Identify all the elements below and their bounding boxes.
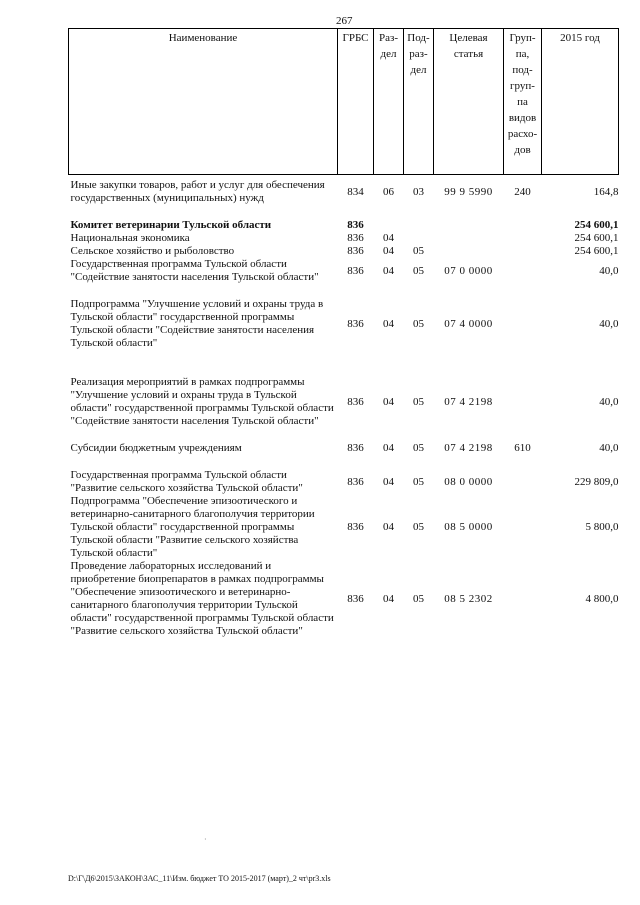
row-podrazdel <box>404 232 434 245</box>
row-razdel: 04 <box>383 592 394 605</box>
row-gruppa <box>504 245 542 258</box>
row-gruppa <box>504 258 542 284</box>
row-sum: 40,0 <box>599 442 619 454</box>
row-gruppa <box>504 560 542 638</box>
stray-mark: · <box>204 835 207 844</box>
row-podrazdel: 03 <box>413 185 424 198</box>
row-spacer <box>69 455 619 469</box>
row-podrazdel: 05 <box>413 264 424 277</box>
row-name: Субсидии бюджетным учреждениям <box>70 442 242 454</box>
row-spacer <box>69 428 619 442</box>
row-grbs: 836 <box>347 395 364 408</box>
row-razdel: 04 <box>383 521 394 533</box>
row-celevaya: 07 4 0000 <box>444 317 493 330</box>
row-grbs: 836 <box>347 317 364 330</box>
row-gruppa <box>504 219 542 232</box>
row-gruppa <box>504 495 542 560</box>
table-row <box>69 442 619 455</box>
row-sum: 254 600,1 <box>574 219 619 231</box>
row-name: Реализация мероприятий в рамках подпрограммы "Улучшение условий и охраны труда в Тульской области" государственной программы Тульской области "Содействие занятости населения Тульской области" <box>70 376 334 427</box>
row-grbs: 836 <box>347 442 364 454</box>
row-name: Подпрограмма "Обеспечение эпизоотического и ветеринарно-санитарного благополучия территории Тульской области" государственной программы Тульской области "Развитие сельского хозяйства Тульской области" <box>70 495 315 559</box>
row-celevaya: 08 0 0000 <box>444 475 493 488</box>
header-gruppa: Груп- па, под- груп- па видов расхо- дов <box>504 29 542 175</box>
row-podrazdel: 05 <box>413 245 424 257</box>
row-grbs: 836 <box>347 521 364 533</box>
row-spacer <box>69 350 619 376</box>
row-celevaya <box>434 219 504 232</box>
row-name: Комитет ветеринарии Тульской области <box>70 219 272 231</box>
row-celevaya: 07 4 2198 <box>444 442 493 454</box>
row-razdel: 04 <box>383 442 394 454</box>
row-grbs: 836 <box>347 264 364 277</box>
header-podrazdel: Под- раз- дел <box>404 29 434 175</box>
table-row <box>69 376 619 428</box>
page-number: 267 <box>336 15 353 27</box>
row-sum: 229 809,0 <box>574 475 619 488</box>
row-gruppa <box>504 376 542 428</box>
row-name: Государственная программа Тульской области "Развитие сельского хозяйства Тульской области" <box>70 469 303 494</box>
row-spacer <box>69 284 619 298</box>
table-row <box>69 245 619 258</box>
row-grbs: 836 <box>347 592 364 605</box>
row-name: Подпрограмма "Улучшение условий и охраны труда в Тульской области" государственной программы Тульской области "Содействие занятости населения Тульской области" <box>70 298 324 349</box>
row-podrazdel: 05 <box>413 317 424 330</box>
row-razdel: 04 <box>383 245 394 257</box>
row-celevaya: 08 5 2302 <box>444 592 493 605</box>
row-podrazdel: 05 <box>413 475 424 488</box>
row-razdel: 04 <box>383 264 394 277</box>
row-name: Государственная программа Тульской области "Содействие занятости населения Тульской области" <box>70 258 319 283</box>
row-sum: 40,0 <box>599 317 619 330</box>
row-podrazdel <box>404 219 434 232</box>
row-celevaya: 08 5 0000 <box>444 521 493 533</box>
row-grbs: 836 <box>347 219 364 231</box>
row-podrazdel: 05 <box>413 395 424 408</box>
row-celevaya: 99 9 5990 <box>444 185 493 198</box>
table-row <box>69 232 619 245</box>
header-year: 2015 год <box>542 29 619 175</box>
row-razdel <box>374 219 404 232</box>
row-grbs: 834 <box>347 185 364 198</box>
row-celevaya <box>434 232 504 245</box>
header-razdel: Раз- дел <box>374 29 404 175</box>
table-row <box>69 179 619 205</box>
row-gruppa <box>504 298 542 350</box>
row-celevaya: 07 0 0000 <box>444 264 493 277</box>
header-name: Наименование <box>69 29 338 175</box>
header-celevaya: Целевая статья <box>434 29 504 175</box>
row-gruppa <box>504 232 542 245</box>
row-name: Иные закупки товаров, работ и услуг для обеспечения государственных (муниципальных) нужд <box>70 179 325 204</box>
file-path-footer: D:\Г\Д6\2015\ЗАКОН\ЗАС_11\Изм. бюджет ТО 2015-2017 (март)_2 чт\pr3.xls <box>68 874 331 883</box>
row-sum: 254 600,1 <box>574 245 619 257</box>
row-podrazdel: 05 <box>413 521 424 533</box>
row-name: Проведение лабораторных исследований и приобретение биопрепаратов в рамках подпрограммы "Обеспечение эпизоотического и ветеринарно-санитарного благополучия территории Тульской области" государственной программы Тульской области "Развитие сельского хозяйства Тульской области" <box>70 560 334 637</box>
table-row <box>69 560 619 638</box>
row-sum: 164,8 <box>593 185 619 198</box>
row-gruppa: 240 <box>514 185 531 198</box>
row-gruppa: 610 <box>514 442 531 454</box>
row-razdel: 04 <box>383 475 394 488</box>
table-header <box>69 29 619 175</box>
table-body <box>69 175 619 639</box>
header-grbs: ГРБС <box>338 29 374 175</box>
row-grbs: 836 <box>347 245 364 257</box>
table-row <box>69 495 619 560</box>
row-celevaya: 07 4 2198 <box>444 395 493 408</box>
row-spacer <box>69 205 619 219</box>
row-sum: 4 800,0 <box>585 592 619 605</box>
row-razdel: 06 <box>383 185 394 198</box>
table-row <box>69 219 619 232</box>
row-name: Сельское хозяйство и рыболовство <box>70 245 235 257</box>
row-grbs: 836 <box>347 232 364 244</box>
table-row <box>69 469 619 495</box>
row-razdel: 04 <box>383 395 394 408</box>
row-razdel: 04 <box>383 317 394 330</box>
table-row <box>69 298 619 350</box>
row-sum: 40,0 <box>599 395 619 408</box>
row-podrazdel: 05 <box>413 442 424 454</box>
row-sum: 254 600,1 <box>574 232 619 244</box>
budget-table <box>68 28 619 638</box>
row-sum: 40,0 <box>599 264 619 277</box>
row-sum: 5 800,0 <box>585 521 619 533</box>
row-razdel: 04 <box>383 232 394 244</box>
row-grbs: 836 <box>347 475 364 488</box>
row-celevaya <box>434 245 504 258</box>
row-podrazdel: 05 <box>413 592 424 605</box>
row-name: Национальная экономика <box>70 232 190 244</box>
table-row <box>69 258 619 284</box>
row-gruppa <box>504 469 542 495</box>
